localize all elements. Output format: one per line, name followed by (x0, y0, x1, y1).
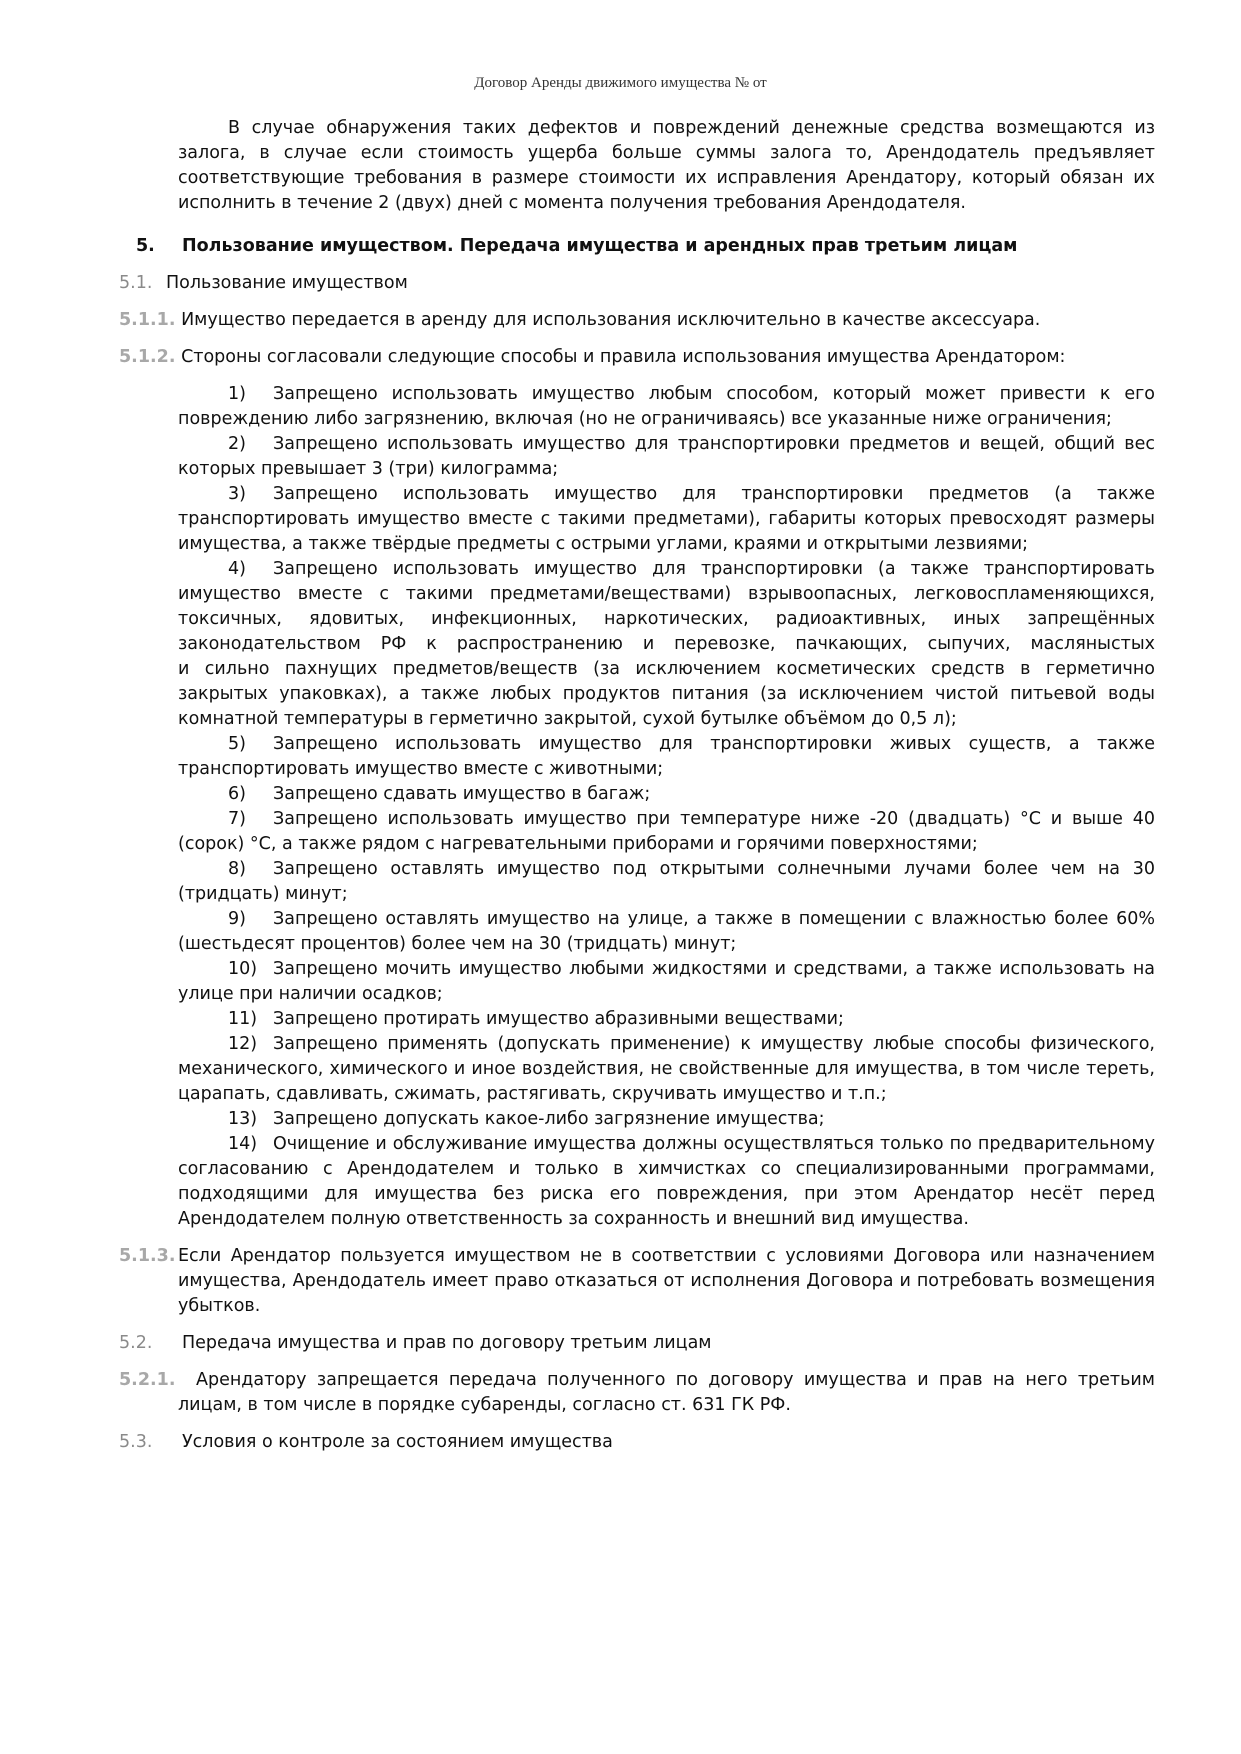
list-number: 3) (228, 484, 246, 504)
list-text: Запрещено использовать имущество для транспортировки живых существ, а также транспортировать имущество вместе с животными; (178, 734, 1155, 779)
list-number: 13) (228, 1109, 258, 1129)
section-title: Передача имущества и прав по договору третьим лицам (182, 1333, 712, 1353)
list-text: Запрещено мочить имущество любыми жидкостями и средствами, а также использовать на улице при наличии осадков; (178, 959, 1155, 1004)
section-5-2-heading (119, 1331, 1159, 1356)
list-text: Запрещено применять (допускать применение) к имуществу любые способы физического, механического, химического и иное воздействия, не свойственные для имущества, в том числе тереть, царапать, сдавливать, сжимать, растягивать, скручивать имущество и т.п.; (178, 1034, 1155, 1104)
list-item-continuation: и сильно пахнущих предметов/веществ (за исключением косметических средств в герметично закрытых упаковках), а также любых продуктов питания (за исключением чистой питьевой воды комнатной температуры в герметично закрытой, сухой бутылке объёмом до 0,5 л); (178, 659, 1155, 729)
clause-number: 5.1.3. (119, 1246, 176, 1266)
clause-text: Имущество передается в аренду для использования исключительно в качестве аксессуара. (181, 310, 1041, 330)
list-number: 4) (228, 559, 246, 579)
section-title: Пользование имуществом. Передача имущества и арендных прав третьим лицам (182, 236, 1018, 256)
list-number: 8) (228, 859, 246, 879)
document-body (0, 116, 1241, 1455)
list-number: 1) (228, 384, 246, 404)
list-text: Запрещено использовать имущество для транспортировки (а также транспортировать имущество вместе с такими предметами/веществами) взрывоопасных, легковоспламеняющихся, токсичных, ядовитых, инфекционных, наркотических, радиоактивных, иных запрещённых законодательством РФ к распространению и перевозке, пачкающих, сыпучих, масляныстых (178, 559, 1155, 654)
list-text: Запрещено использовать имущество для транспортировки предметов и вещей, общий вес которых превышает 3 (три) килограмма; (178, 434, 1155, 479)
list-number: 12) (228, 1034, 258, 1054)
list-number: 5) (228, 734, 246, 754)
list-text: Запрещено использовать имущество при температуре ниже -20 (двадцать) °С и выше 40 (сорок) °С, а также рядом с нагревательными приборами и горячими поверхностями; (178, 809, 1155, 854)
list-item (178, 1132, 1155, 1232)
list-item (178, 732, 1155, 782)
list-number: 6) (228, 784, 246, 804)
clause-text: Стороны согласовали следующие способы и правила использования имущества Арендатором: (181, 347, 1066, 367)
list-item (178, 382, 1155, 432)
list-item (178, 1107, 1155, 1132)
list-item (178, 557, 1155, 657)
clause-5-1-2 (119, 345, 1155, 370)
list-item (178, 482, 1155, 557)
list-item (178, 782, 1155, 807)
clause-5-2-1 (119, 1368, 1155, 1418)
section-number: 5.1. (119, 273, 153, 293)
list-text: Запрещено оставлять имущество под открытыми солнечными лучами более чем на 30 (тридцать) минут; (178, 859, 1155, 904)
list-item (178, 807, 1155, 857)
list-number: 10) (228, 959, 258, 979)
list-text: Очищение и обслуживание имущества должны осуществляться только по предварительному согласованию с Арендодателем и только в химчистках со специализированными программами, подходящими для имущества без риска его повреждения, при этом Арендатор несёт перед Арендодателем полную ответственность за сохранность и внешний вид имущества. (178, 1134, 1155, 1229)
list-text: Запрещено оставлять имущество на улице, а также в помещении с влажностью более 60% (шестьдесят процентов) более чем на 30 (тридцать) минут; (178, 909, 1155, 954)
section-5-1-heading (119, 271, 1159, 296)
list-item (178, 432, 1155, 482)
clause-text: Арендатору запрещается передача полученного по договору имущества и прав на него третьим лицам, в том числе в порядке субаренды, согласно ст. 631 ГК РФ. (178, 1370, 1155, 1415)
section-title: Пользование имуществом (166, 273, 408, 293)
clause-number: 5.2.1. (119, 1370, 176, 1390)
intro-paragraph: В случае обнаружения таких дефектов и повреждений денежные средства возмещаются из залога, в случае если стоимость ущерба больше суммы залога то, Арендодатель предъявляет соответствующие требования в размере стоимости их исправления Арендатору, который обязан их исполнить в течение 2 (двух) дней с момента получения требования Арендодателя. (178, 118, 1155, 213)
page-header: Договор Аренды движимого имущества № от (474, 75, 767, 91)
section-number: 5.2. (119, 1333, 153, 1353)
clause-5-1-3 (119, 1244, 1155, 1319)
list-number: 7) (228, 809, 246, 829)
list-text: Запрещено протирать имущество абразивными веществами; (273, 1009, 844, 1029)
section-number: 5. (136, 236, 155, 256)
section-number: 5.3. (119, 1432, 153, 1452)
list-item (178, 1007, 1155, 1032)
list-number: 2) (228, 434, 246, 454)
list-number: 9) (228, 909, 246, 929)
list-text: Запрещено использовать имущество любым способом, который может привести к его повреждению либо загрязнению, включая (но не ограничиваясь) все указанные ниже ограничения; (178, 384, 1155, 429)
clause-number: 5.1.1. (119, 310, 176, 330)
list-text: Запрещено допускать какое-либо загрязнение имущества; (273, 1109, 825, 1129)
list-item (178, 957, 1155, 1007)
section-title: Условия о контроле за состоянием имущества (182, 1432, 613, 1452)
list-text: Запрещено использовать имущество для транспортировки предметов (а также транспортировать имущество вместе с такими предметами), габариты которых превосходят размеры имущества, а также твёрдые предметы с острыми углами, краями и открытыми лезвиями; (178, 484, 1155, 554)
section-5-3-heading (119, 1430, 1159, 1455)
list-number: 11) (228, 1009, 258, 1029)
section-5-heading (136, 234, 1166, 259)
list-text: Запрещено сдавать имущество в багаж; (273, 784, 651, 804)
list-item (178, 857, 1155, 907)
list-item (178, 1032, 1155, 1107)
rules-list (178, 382, 1155, 1232)
clause-5-1-1 (119, 308, 1155, 333)
list-number: 14) (228, 1134, 258, 1154)
clause-text: Если Арендатор пользуется имуществом не в соответствии с условиями Договора или назначением имущества, Арендодатель имеет право отказаться от исполнения Договора и потребовать возмещения убытков. (178, 1246, 1155, 1316)
clause-number: 5.1.2. (119, 347, 176, 367)
list-item (178, 907, 1155, 957)
